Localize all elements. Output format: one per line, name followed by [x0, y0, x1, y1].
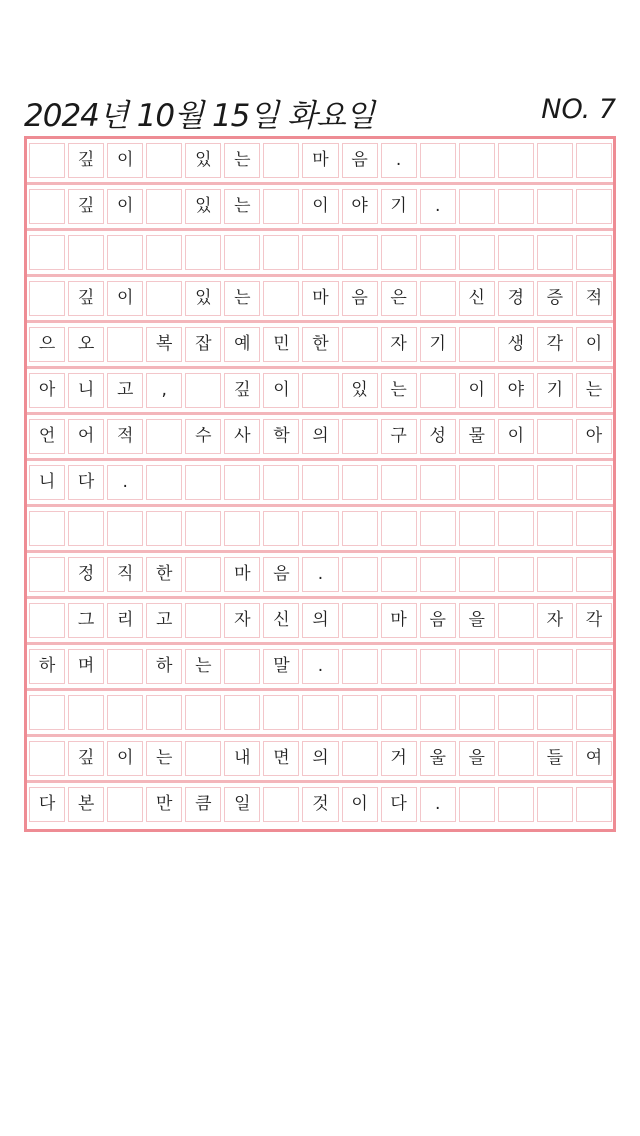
- grid-cell: 신: [263, 603, 299, 638]
- grid-cell: 경: [498, 281, 534, 316]
- grid-cell: 이: [263, 373, 299, 408]
- grid-cell: 신: [459, 281, 495, 316]
- grid-cell: .: [420, 189, 456, 224]
- grid-row: [27, 323, 613, 369]
- grid-row: [27, 599, 613, 645]
- grid-cell: [107, 235, 143, 270]
- entry-number: NO. 7: [541, 94, 616, 125]
- grid-cell: 거: [381, 741, 417, 776]
- grid-cell: [498, 557, 534, 592]
- grid-cell: [459, 787, 495, 822]
- grid-cell: 만: [146, 787, 182, 822]
- grid-cell: [537, 143, 573, 178]
- grid-cell: 는: [185, 649, 221, 684]
- grid-cell: 것: [302, 787, 338, 822]
- grid-cell: [537, 235, 573, 270]
- grid-row: [27, 277, 613, 323]
- grid-cell: [68, 235, 104, 270]
- grid-cell: .: [302, 649, 338, 684]
- grid-cell: 구: [381, 419, 417, 454]
- grid-cell: 마: [224, 557, 260, 592]
- grid-cell: 음: [263, 557, 299, 592]
- grid-cell: [263, 235, 299, 270]
- grid-cell: [146, 465, 182, 500]
- grid-cell: 복: [146, 327, 182, 362]
- grid-cell: [498, 787, 534, 822]
- grid-cell: [263, 189, 299, 224]
- grid-cell: 깊: [68, 741, 104, 776]
- grid-cell: [459, 649, 495, 684]
- grid-cell: [107, 787, 143, 822]
- grid-cell: 각: [537, 327, 573, 362]
- grid-cell: [537, 465, 573, 500]
- grid-cell: 생: [498, 327, 534, 362]
- grid-cell: [185, 557, 221, 592]
- grid-row: [27, 461, 613, 507]
- grid-row: [27, 507, 613, 553]
- grid-cell: [381, 235, 417, 270]
- grid-cell: [537, 419, 573, 454]
- grid-cell: [420, 465, 456, 500]
- grid-row: [27, 369, 613, 415]
- grid-cell: 있: [185, 189, 221, 224]
- grid-cell: [498, 189, 534, 224]
- grid-cell: 하: [29, 649, 65, 684]
- grid-cell: [576, 465, 612, 500]
- grid-cell: [224, 511, 260, 546]
- grid-cell: [146, 235, 182, 270]
- grid-cell: [459, 189, 495, 224]
- grid-cell: [146, 189, 182, 224]
- grid-cell: [224, 465, 260, 500]
- grid-cell: [342, 235, 378, 270]
- grid-cell: 이: [342, 787, 378, 822]
- grid-cell: .: [302, 557, 338, 592]
- grid-cell: [29, 281, 65, 316]
- grid-cell: 니: [29, 465, 65, 500]
- grid-cell: 있: [342, 373, 378, 408]
- grid-cell: 며: [68, 649, 104, 684]
- grid-cell: [498, 741, 534, 776]
- grid-cell: 음: [420, 603, 456, 638]
- grid-cell: [420, 557, 456, 592]
- grid-cell: [146, 419, 182, 454]
- grid-cell: 야: [342, 189, 378, 224]
- grid-cell: [302, 695, 338, 730]
- grid-cell: 리: [107, 603, 143, 638]
- grid-cell: [381, 511, 417, 546]
- grid-cell: [342, 465, 378, 500]
- grid-cell: [263, 511, 299, 546]
- grid-cell: [302, 465, 338, 500]
- grid-cell: [498, 511, 534, 546]
- grid-row: [27, 231, 613, 277]
- grid-cell: 의: [302, 419, 338, 454]
- grid-cell: 마: [302, 281, 338, 316]
- grid-cell: 는: [381, 373, 417, 408]
- grid-cell: [185, 603, 221, 638]
- grid-cell: 증: [537, 281, 573, 316]
- page-header: [24, 88, 616, 132]
- grid-cell: 고: [107, 373, 143, 408]
- grid-cell: [537, 787, 573, 822]
- grid-cell: [146, 143, 182, 178]
- grid-cell: [381, 695, 417, 730]
- grid-row: [27, 645, 613, 691]
- grid-cell: 들: [537, 741, 573, 776]
- grid-row: [27, 185, 613, 231]
- grid-cell: 잡: [185, 327, 221, 362]
- grid-cell: [537, 189, 573, 224]
- grid-cell: 는: [224, 189, 260, 224]
- grid-cell: [146, 511, 182, 546]
- grid-cell: [537, 511, 573, 546]
- grid-cell: 한: [146, 557, 182, 592]
- grid-cell: [381, 649, 417, 684]
- grid-cell: [263, 465, 299, 500]
- grid-cell: [537, 695, 573, 730]
- grid-cell: [498, 649, 534, 684]
- grid-cell: 직: [107, 557, 143, 592]
- grid-cell: [68, 695, 104, 730]
- grid-row: [27, 737, 613, 783]
- grid-cell: 적: [107, 419, 143, 454]
- grid-cell: [29, 741, 65, 776]
- grid-cell: 기: [420, 327, 456, 362]
- grid-cell: 이: [498, 419, 534, 454]
- grid-cell: [342, 649, 378, 684]
- grid-cell: 깊: [68, 281, 104, 316]
- grid-cell: [29, 557, 65, 592]
- grid-cell: [420, 143, 456, 178]
- grid-cell: 이: [107, 741, 143, 776]
- grid-cell: 다: [381, 787, 417, 822]
- grid-cell: 자: [537, 603, 573, 638]
- grid-cell: 여: [576, 741, 612, 776]
- grid-cell: [342, 419, 378, 454]
- grid-cell: 이: [302, 189, 338, 224]
- grid-row: [27, 415, 613, 461]
- grid-cell: 예: [224, 327, 260, 362]
- grid-cell: 음: [342, 281, 378, 316]
- grid-cell: 이: [107, 281, 143, 316]
- grid-cell: 민: [263, 327, 299, 362]
- grid-cell: [498, 465, 534, 500]
- entry-date: 2024년 10월 15일 화요일: [24, 98, 375, 134]
- grid-cell: 큼: [185, 787, 221, 822]
- manuscript-grid-sheet: [24, 136, 616, 832]
- grid-cell: 이: [107, 143, 143, 178]
- grid-cell: [459, 465, 495, 500]
- grid-cell: [224, 695, 260, 730]
- grid-cell: 울: [420, 741, 456, 776]
- grid-cell: 이: [576, 327, 612, 362]
- grid-cell: [29, 143, 65, 178]
- grid-cell: [420, 235, 456, 270]
- grid-cell: [29, 189, 65, 224]
- grid-cell: [185, 373, 221, 408]
- grid-cell: [263, 695, 299, 730]
- grid-cell: [342, 511, 378, 546]
- grid-cell: [459, 235, 495, 270]
- grid-cell: [302, 373, 338, 408]
- grid-cell: [107, 327, 143, 362]
- grid-cell: [342, 557, 378, 592]
- grid-cell: 각: [576, 603, 612, 638]
- grid-cell: [537, 557, 573, 592]
- grid-cell: [68, 511, 104, 546]
- grid-cell: [381, 465, 417, 500]
- grid-cell: 그: [68, 603, 104, 638]
- grid-cell: 오: [68, 327, 104, 362]
- grid-cell: 하: [146, 649, 182, 684]
- grid-cell: 이: [107, 189, 143, 224]
- grid-cell: 정: [68, 557, 104, 592]
- grid-cell: 아: [29, 373, 65, 408]
- grid-cell: 을: [459, 603, 495, 638]
- grid-cell: [576, 649, 612, 684]
- grid-cell: [537, 649, 573, 684]
- grid-cell: 다: [29, 787, 65, 822]
- grid-cell: [185, 511, 221, 546]
- grid-cell: [302, 511, 338, 546]
- grid-cell: 깊: [68, 189, 104, 224]
- grid-cell: 다: [68, 465, 104, 500]
- grid-cell: 성: [420, 419, 456, 454]
- grid-cell: [29, 695, 65, 730]
- grid-cell: 언: [29, 419, 65, 454]
- grid-cell: 내: [224, 741, 260, 776]
- grid-cell: 는: [224, 143, 260, 178]
- grid-cell: [185, 235, 221, 270]
- grid-cell: 자: [381, 327, 417, 362]
- grid-cell: 있: [185, 143, 221, 178]
- grid-cell: [576, 557, 612, 592]
- grid-cell: [342, 741, 378, 776]
- grid-cell: [302, 235, 338, 270]
- grid-cell: [576, 511, 612, 546]
- grid-cell: 야: [498, 373, 534, 408]
- grid-cell: [146, 695, 182, 730]
- grid-cell: 음: [342, 143, 378, 178]
- grid-cell: 의: [302, 741, 338, 776]
- grid-cell: [459, 327, 495, 362]
- grid-cell: 적: [576, 281, 612, 316]
- grid-cell: [263, 143, 299, 178]
- grid-cell: [459, 143, 495, 178]
- grid-cell: 으: [29, 327, 65, 362]
- grid-cell: 의: [302, 603, 338, 638]
- grid-cell: 는: [224, 281, 260, 316]
- grid-cell: 는: [146, 741, 182, 776]
- grid-cell: 니: [68, 373, 104, 408]
- grid-cell: 기: [537, 373, 573, 408]
- grid-cell: [224, 649, 260, 684]
- grid-cell: 본: [68, 787, 104, 822]
- grid-cell: 기: [381, 189, 417, 224]
- grid-cell: 물: [459, 419, 495, 454]
- grid-cell: [576, 189, 612, 224]
- grid-cell: [342, 695, 378, 730]
- grid-cell: ,: [146, 373, 182, 408]
- grid-cell: [420, 695, 456, 730]
- grid-cell: [459, 695, 495, 730]
- grid-cell: 학: [263, 419, 299, 454]
- grid-cell: 말: [263, 649, 299, 684]
- grid-cell: [576, 695, 612, 730]
- grid-cell: [29, 603, 65, 638]
- grid-cell: .: [107, 465, 143, 500]
- grid-cell: 수: [185, 419, 221, 454]
- grid-cell: [342, 327, 378, 362]
- grid-cell: [107, 695, 143, 730]
- grid-row: [27, 783, 613, 826]
- grid-cell: 한: [302, 327, 338, 362]
- grid-cell: [342, 603, 378, 638]
- grid-cell: 고: [146, 603, 182, 638]
- grid-cell: [107, 649, 143, 684]
- grid-cell: 는: [576, 373, 612, 408]
- grid-cell: 은: [381, 281, 417, 316]
- grid-cell: 깊: [224, 373, 260, 408]
- grid-cell: [185, 465, 221, 500]
- grid-cell: [420, 649, 456, 684]
- grid-cell: 사: [224, 419, 260, 454]
- grid-cell: 아: [576, 419, 612, 454]
- grid-cell: [420, 511, 456, 546]
- grid-cell: [576, 787, 612, 822]
- grid-cell: [263, 787, 299, 822]
- grid-cell: [420, 281, 456, 316]
- grid-cell: 면: [263, 741, 299, 776]
- grid-row: [27, 691, 613, 737]
- grid-cell: 깊: [68, 143, 104, 178]
- grid-row: [27, 139, 613, 185]
- grid-cell: [381, 557, 417, 592]
- grid-cell: .: [420, 787, 456, 822]
- grid-cell: 자: [224, 603, 260, 638]
- grid-cell: .: [381, 143, 417, 178]
- grid-cell: 일: [224, 787, 260, 822]
- grid-cell: [29, 511, 65, 546]
- grid-cell: 마: [302, 143, 338, 178]
- grid-cell: [29, 235, 65, 270]
- grid-cell: 이: [459, 373, 495, 408]
- grid-cell: [459, 511, 495, 546]
- grid-cell: [263, 281, 299, 316]
- grid-cell: [576, 235, 612, 270]
- grid-cell: [498, 143, 534, 178]
- grid-cell: 을: [459, 741, 495, 776]
- grid-cell: 있: [185, 281, 221, 316]
- grid-cell: [146, 281, 182, 316]
- grid-cell: 마: [381, 603, 417, 638]
- grid-cell: [459, 557, 495, 592]
- grid-cell: [498, 235, 534, 270]
- grid-cell: [576, 143, 612, 178]
- grid-cell: [224, 235, 260, 270]
- grid-cell: [420, 373, 456, 408]
- grid-cell: [185, 695, 221, 730]
- grid-cell: [498, 695, 534, 730]
- grid-row: [27, 553, 613, 599]
- grid-cell: [498, 603, 534, 638]
- grid-cell: 어: [68, 419, 104, 454]
- grid-cell: [185, 741, 221, 776]
- grid-cell: [107, 511, 143, 546]
